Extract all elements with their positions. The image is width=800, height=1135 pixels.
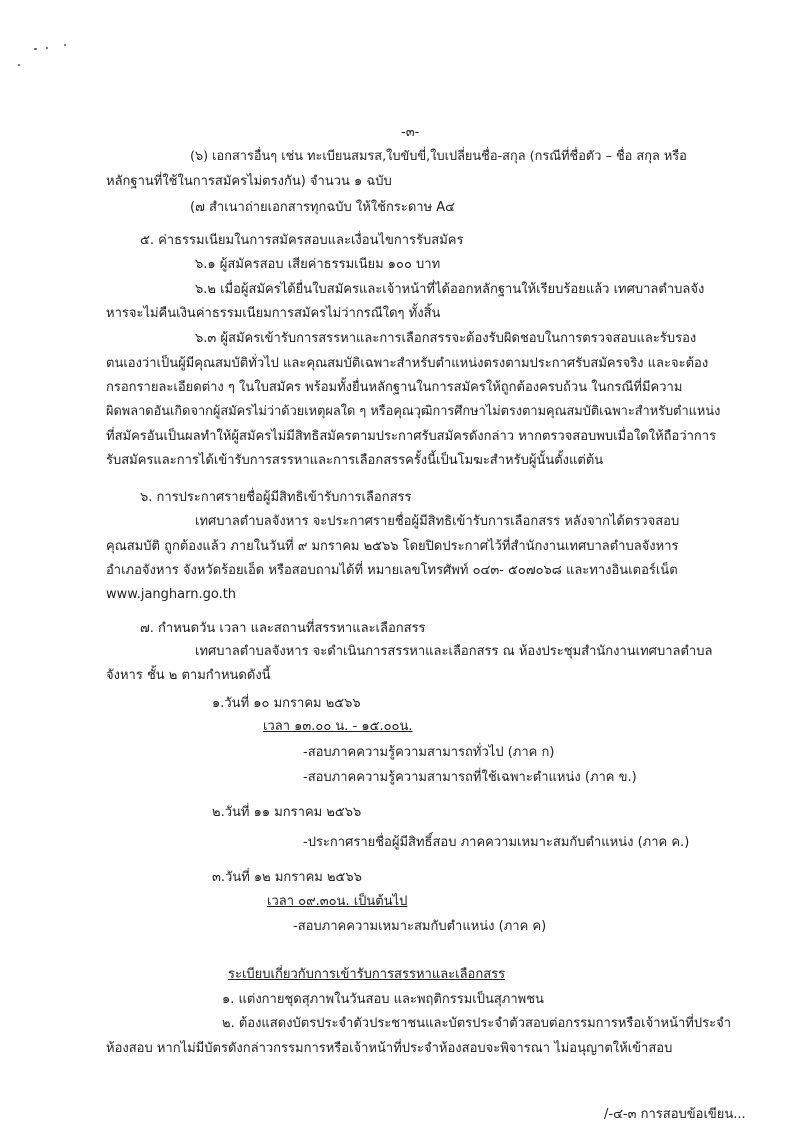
section-5-3-line-3: กรอกรายละเอียดต่าง ๆ ในใบสมัคร พร้อมทั้งยื่นหลักฐานในการสมัครให้ถูกต้องครบถ้วน ในกรณีที่มีความ (106, 380, 683, 395)
rule-2-line-2: ห้องสอบ หากไม่มีบัตรดังกล่าวกรรมการหรือเจ้าหน้าที่ประจำห้องสอบจะพิจารณา ไม่อนุญาตให้เข้าสอบ (106, 1041, 673, 1056)
page-number: -๓- (401, 125, 420, 140)
schedule-day-1-time: เวลา ๑๓.๐๐ น. - ๑๕.๐๐น. (263, 719, 413, 734)
rule-1: ๑. แต่งกายชุดสุภาพในวันสอบ และพฤติกรรมเป็นสุภาพชน (222, 992, 544, 1007)
rule-2-line-1: ๒. ต้องแสดงบัตรประจำตัวประชาชนและบัตรประจำตัวสอบต่อกรรมการหรือเจ้าหน้าที่ประจำ (222, 1016, 731, 1031)
item-7-line: (๗ สำเนาถ่ายเอกสารทุกฉบับ ให้ใช้กระดาษ A๔ (190, 200, 456, 215)
rules-heading: ระเบียบเกี่ยวกับการเข้ารับการสรรหาและเลือกสรร (228, 967, 506, 982)
scan-speck (46, 47, 48, 49)
section-5-3-line-4: ผิดพลาดอันเกิดจากผู้สมัครไม่ว่าด้วยเหตุผลใด ๆ หรือคุณวุฒิการศึกษาไม่ตรงตามคุณสมบัติเฉพาะสำหรับตำแหน่ง (106, 404, 721, 419)
section-7-line-2: จังหาร ชั้น ๒ ตามกำหนดดังนี้ (106, 668, 271, 683)
section-5-2-line-1: ๖.๒ เมื่อผู้สมัครได้ยื่นใบสมัครและเจ้าหน้าที่ได้ออกหลักฐานให้เรียบร้อยแล้ว เทศบาลตำบลจัง (195, 282, 705, 297)
section-5-3-line-5: ที่สมัครอันเป็นผลทำให้ผู้สมัครไม่มีสิทธิสมัครตามประกาศรับสมัครดังกล่าว หากตรวจสอบพบเมื่อใดให้ถือว่าการ (106, 429, 717, 444)
section-5-3-line-2: ตนเองว่าเป็นผู้มีคุณสมบัติทั่วไป และคุณสมบัติเฉพาะสำหรับตำแหน่งตรงตามประกาศรับสมัครจริง และจะต้อง (106, 356, 709, 371)
scan-speck (64, 44, 66, 46)
section-5-2-line-2: หารจะไม่คืนเงินค่าธรรมเนียมการสมัครไม่ว่ากรณีใดๆ ทั้งสิ้น (106, 306, 441, 321)
section-6-heading: ๖. การประกาศรายชื่อผู้มีสิทธิเข้ารับการเลือกสรร (140, 490, 412, 505)
section-6-website: www.jangharn.go.th (106, 587, 237, 602)
schedule-day-3-item-1: -สอบภาคความเหมาะสมกับตำแหน่ง (ภาค ค) (293, 919, 547, 934)
scan-speck (18, 64, 20, 66)
scan-speck (34, 48, 37, 50)
schedule-day-3-time: เวลา ๐๙.๓๐น. เป็นต้นไป (267, 894, 408, 909)
schedule-day-3: ๓.วันที่ ๑๒ มกราคม ๒๕๖๖ (212, 870, 362, 885)
schedule-day-1: ๑.วันที่ ๑๐ มกราคม ๒๕๖๖ (212, 696, 361, 711)
next-page-reference: /-๔-๓ การสอบข้อเขียน... (604, 1107, 746, 1122)
schedule-day-1-item-1: -สอบภาคความรู้ความสามารถทั่วไป (ภาค ก) (303, 745, 555, 760)
section-5-3-line-6: รับสมัครและการได้เข้ารับการสรรหาและการเลือกสรรครั้งนี้เป็นโมฆะสำหรับผู้นั้นตั้งแต่ต้น (106, 453, 604, 468)
item-6-continuation: หลักฐานที่ใช้ในการสมัครไม่ตรงกัน) จำนวน ๑ ฉบับ (106, 174, 392, 189)
section-5-heading: ๕. ค่าธรรมเนียมในการสมัครสอบและเงื่อนไขการรับสมัคร (140, 233, 464, 248)
schedule-day-2: ๒.วันที่ ๑๑ มกราคม ๒๕๖๖ (212, 805, 362, 820)
section-6-line-2: คุณสมบัติ ถูกต้องแล้ว ภายในวันที่ ๙ มกราคม ๒๕๖๖ โดยปิดประกาศไว้ที่สำนักงานเทศบาลตำบลจังหาร (106, 539, 679, 554)
schedule-day-2-item-1: -ประกาศรายชื่อผู้มีสิทธิ์สอบ ภาคความเหมาะสมกับตำแหน่ง (ภาค ค.) (303, 835, 690, 850)
section-5-3-line-1: ๖.๓ ผู้สมัครเข้ารับการสรรหาและการเลือกสรรจะต้องรับผิดชอบในการตรวจสอบและรับรอง (195, 331, 697, 346)
item-6-line: (๖) เอกสารอื่นๆ เช่น ทะเบียนสมรส,ใบขับขี่,ใบเปลี่ยนชื่อ-สกุล (กรณีที่ชื่อตัว – ชื่อ สกุล หรือ (190, 149, 687, 164)
section-7-line-1: เทศบาลตำบลจังหาร จะดำเนินการสรรหาและเลือกสรร ณ ห้องประชุมสำนักงานเทศบาลตำบล (195, 644, 713, 659)
section-5-1: ๖.๑ ผู้สมัครสอบ เสียค่าธรรมเนียม ๑๐๐ บาท (195, 257, 441, 272)
section-7-heading: ๗. กำหนดวัน เวลา และสถานที่สรรหาและเลือกสรร (140, 621, 426, 636)
schedule-day-1-item-2: -สอบภาคความรู้ความสามารถที่ใช้เฉพาะตำแหน่ง (ภาค ข.) (303, 770, 637, 785)
section-6-line-1: เทศบาลตำบลจังหาร จะประกาศรายชื่อผู้มีสิทธิเข้ารับการเลือกสรร หลังจากได้ตรวจสอบ (195, 514, 680, 529)
section-6-line-3: อำเภอจังหาร จังหวัดร้อยเอ็ด หรือสอบถามได้ที่ หมายเลขโทรศัพท์ ๐๔๓- ๕๐๗๐๖๘ และทางอินเตอร์เน็ต (106, 563, 678, 578)
